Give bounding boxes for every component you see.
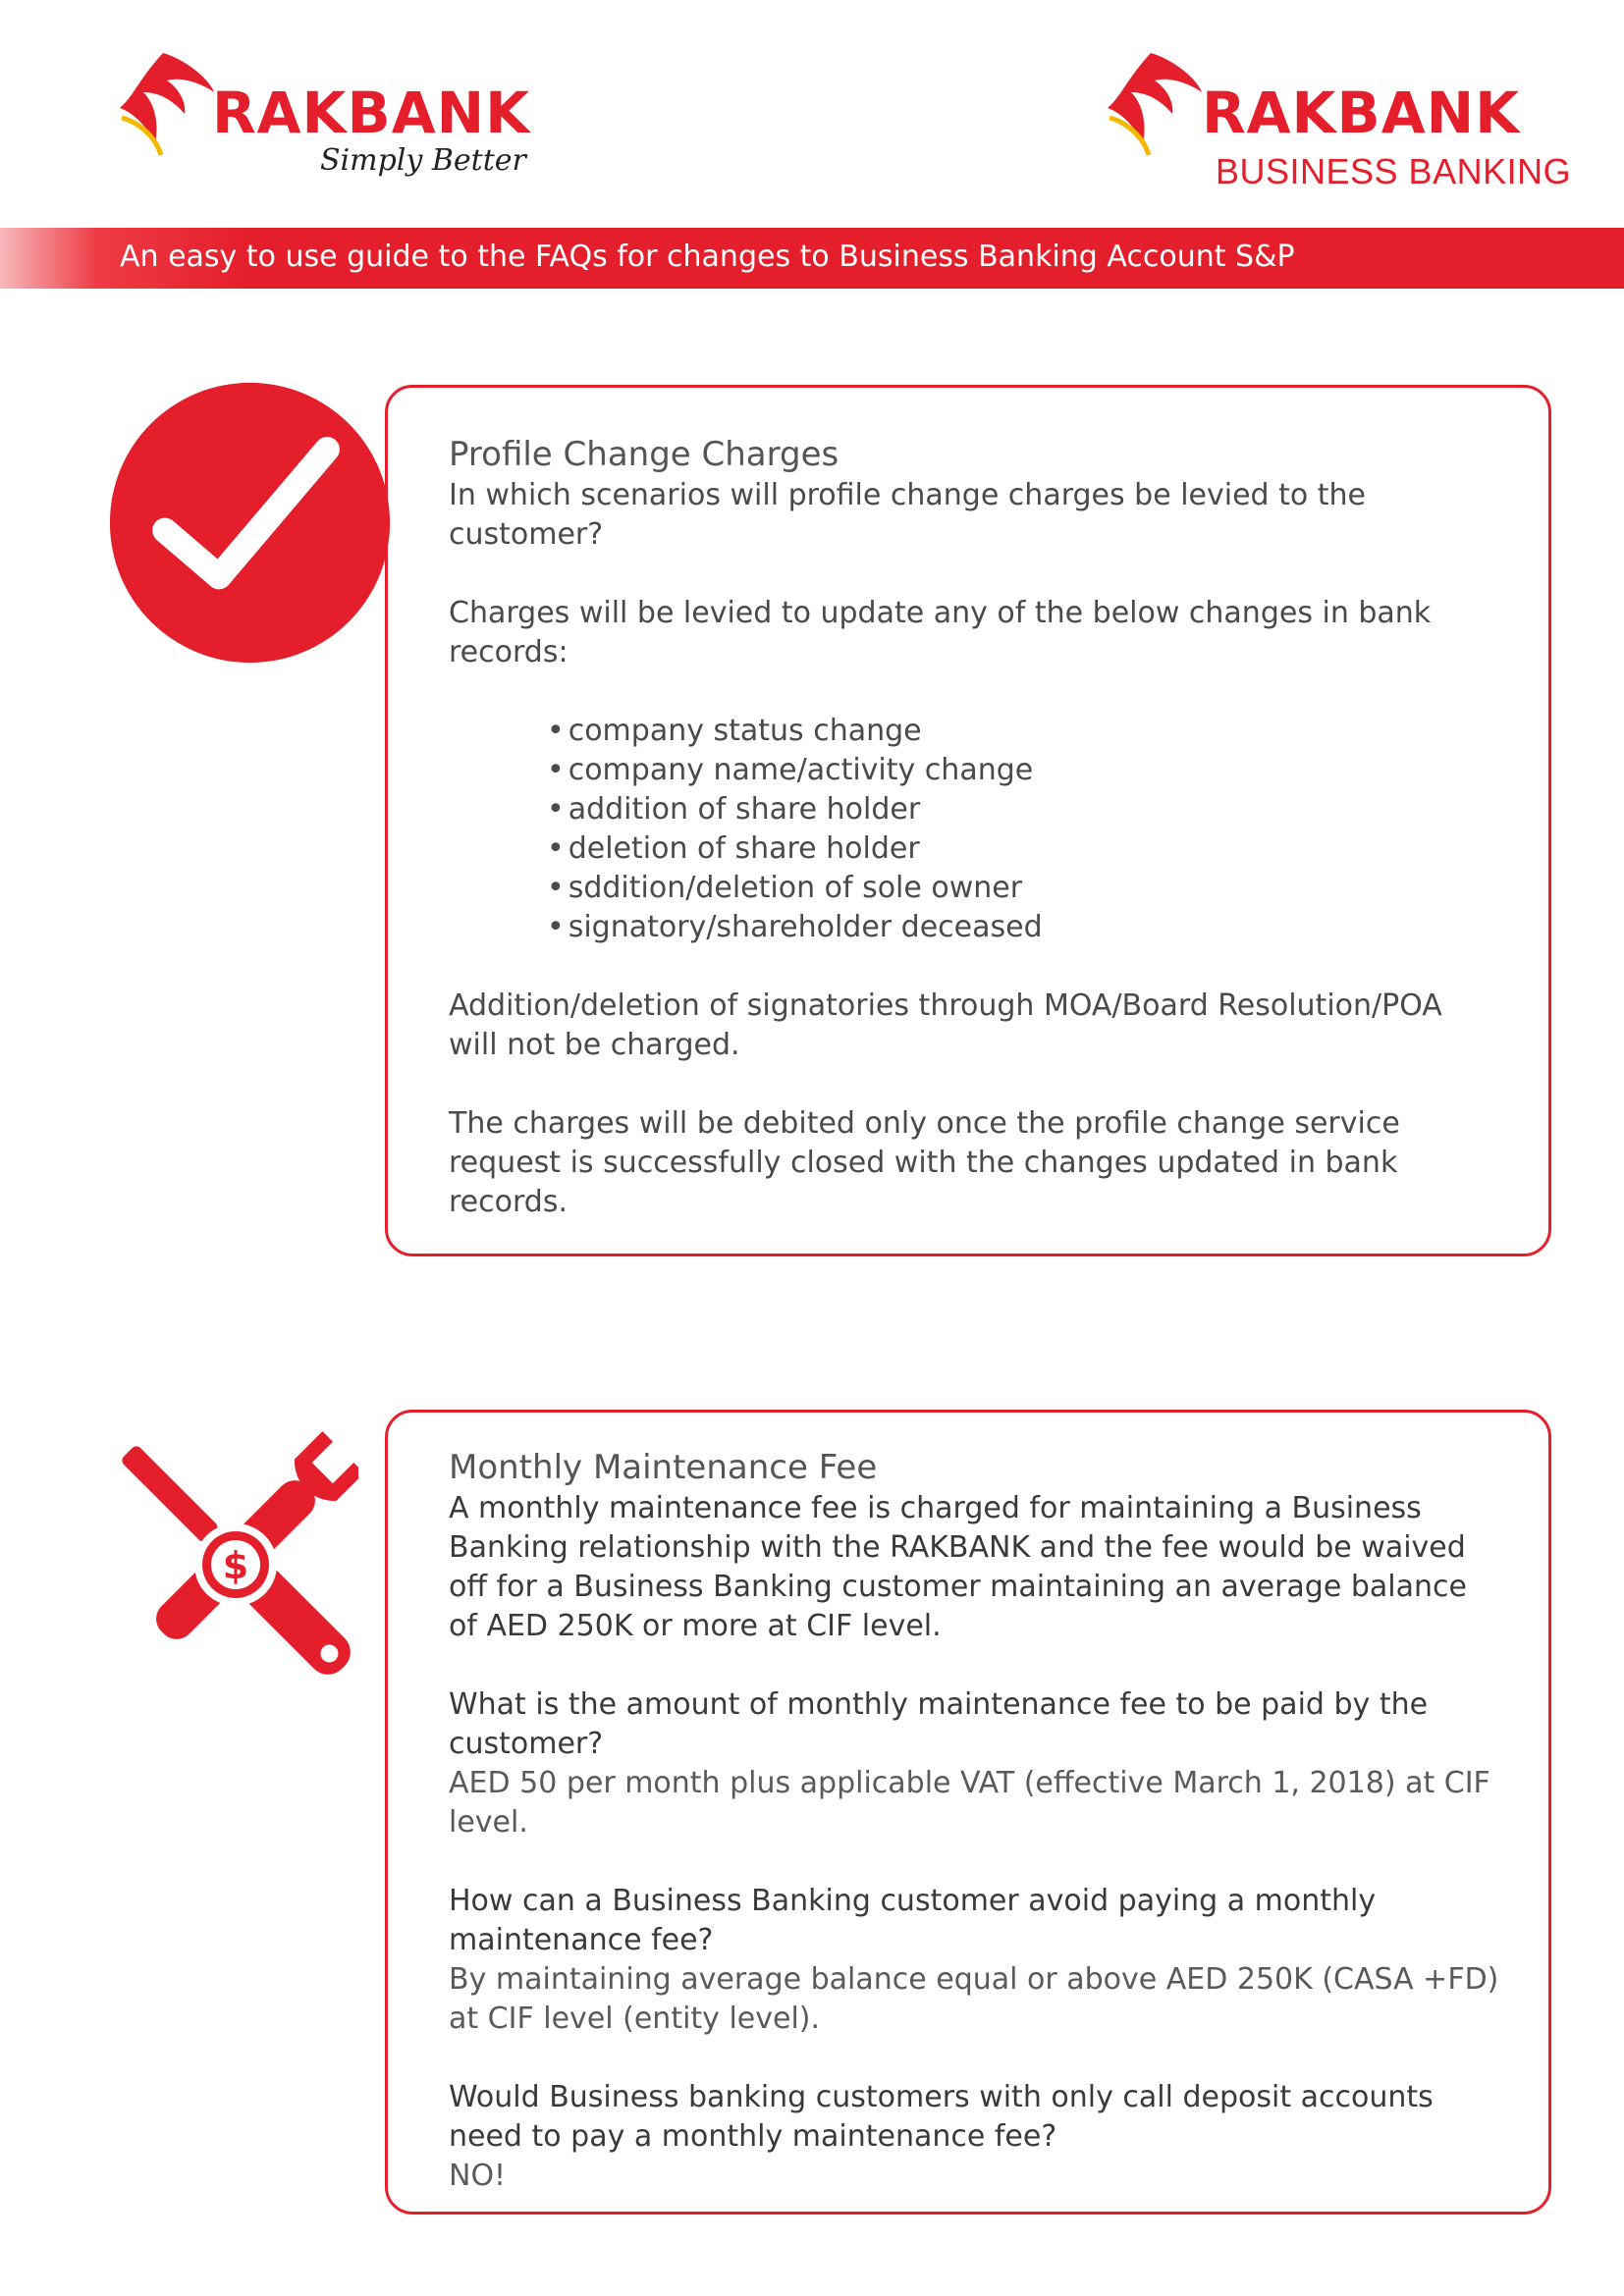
brand-name: RAKBANK	[1202, 80, 1521, 146]
section-title: Profile Change Charges	[449, 435, 839, 474]
question: In which scenarios will profile change charges be levied to the customer?	[449, 478, 1367, 552]
intro-text: A monthly maintenance fee is charged for maintaining a Business Banking relationship with the RAKBANK and the fee would be waived off for a Business Banking customer maintaining an average balance of AED 250K or more at CIF level.	[449, 1491, 1467, 1643]
banner-title: An easy to use guide to the FAQs for changes to Business Banking Account S&P	[120, 240, 1295, 274]
intro-text: Charges will be levied to update any of the below changes in bank records:	[449, 596, 1432, 669]
list-item: • signatory/shareholder deceased	[547, 908, 1499, 947]
rakbank-wing-icon	[1104, 49, 1212, 167]
profile-change-card	[385, 385, 1551, 1256]
subbrand: BUSINESS BANKING	[1216, 151, 1572, 191]
wrench-screwdriver-dollar-icon	[113, 1417, 358, 1702]
brand-name: RAKBANK	[212, 80, 531, 146]
list-item: • company status change	[547, 712, 1499, 751]
question: What is the amount of monthly maintenance fee to be paid by the customer?	[449, 1687, 1429, 1761]
section-title: Monthly Maintenance Fee	[449, 1448, 878, 1487]
question: How can a Business Banking customer avoid paying a monthly maintenance fee?	[449, 1884, 1377, 1957]
rakbank-logo	[116, 49, 587, 196]
note-text: Addition/deletion of signatories through MOA/Board Resolution/POA will not be charged.	[449, 988, 1442, 1062]
question: Would Business banking customers with only call deposit accounts need to pay a monthly maintenance fee?	[449, 2080, 1434, 2154]
maintenance-fee-card	[385, 1410, 1551, 2215]
title-banner	[0, 228, 1624, 289]
rakbank-wing-icon	[116, 49, 224, 167]
checkmark-icon	[105, 378, 395, 667]
list-item: • deletion of share holder	[547, 829, 1499, 869]
answer: NO!	[449, 2159, 507, 2193]
tagline: Simply Better	[320, 143, 526, 178]
change-list	[449, 712, 1499, 947]
list-item: • company name/activity change	[547, 751, 1499, 790]
svg-text:$: $	[222, 1544, 249, 1587]
list-item: • sddition/deletion of sole owner	[547, 869, 1499, 908]
list-item: • addition of share holder	[547, 790, 1499, 829]
answer: By maintaining average balance equal or above AED 250K (CASA +FD) at CIF level (entity level).	[449, 1962, 1499, 2036]
rakbank-business-logo	[1104, 49, 1572, 196]
answer: AED 50 per month plus applicable VAT (effective March 1, 2018) at CIF level.	[449, 1766, 1490, 1840]
note-text: The charges will be debited only once the profile change service request is successfully closed with the changes updated in bank records.	[449, 1106, 1400, 1219]
